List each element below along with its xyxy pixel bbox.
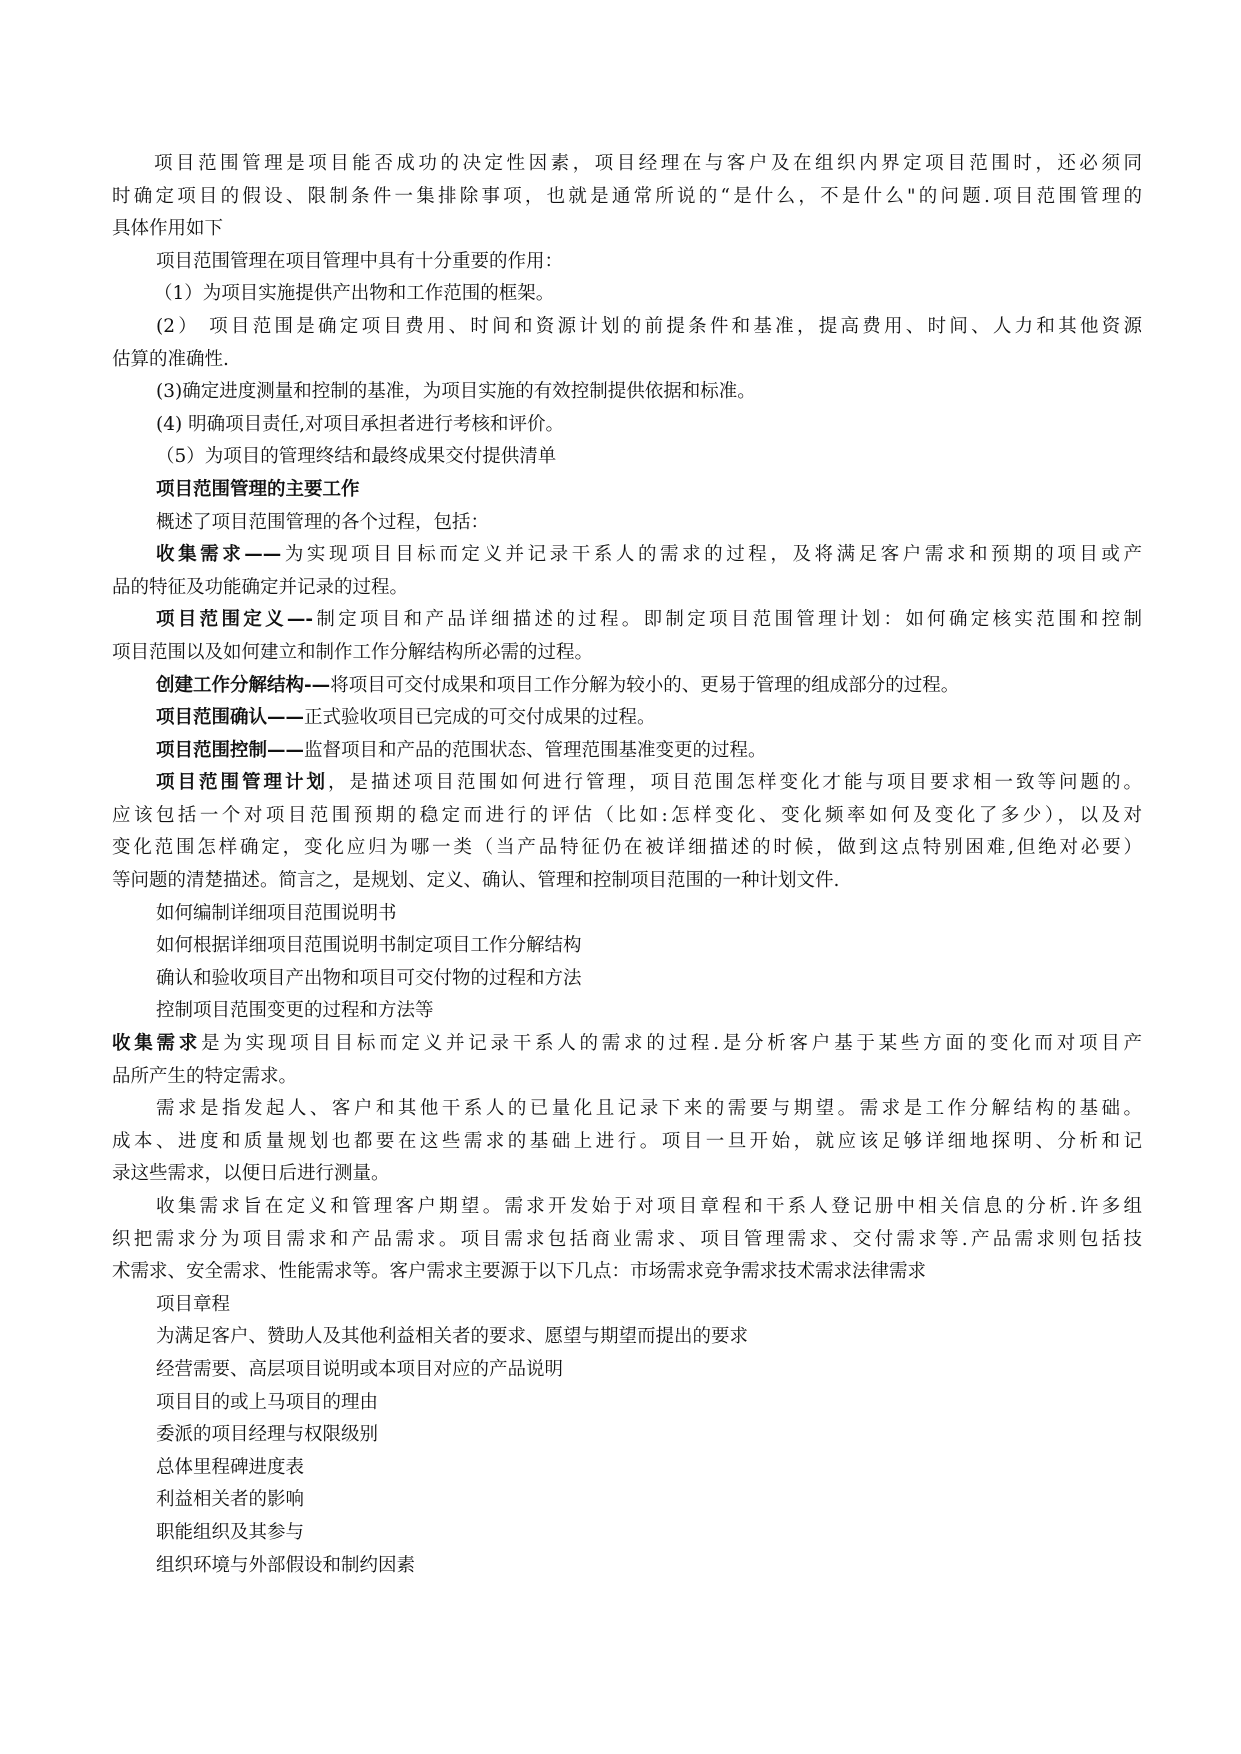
process-text: 为实现项目目标而定义并记录干系人的需求的过程，及将满足客户需求和预期的项目或产 (281, 544, 1142, 566)
charter-list-item: 组织环境与外部假设和制约因素 (156, 1554, 416, 1576)
role-item-2: (2） 项目范围是确定项目费用、时间和资源计划的前提条件和基准，提高费用、时间、人力和其他资源 (156, 315, 1142, 337)
plan-paragraph-line (112, 767, 1142, 800)
charter-list-item: 为满足客户、赞助人及其他利益相关者的要求、愿望与期望而提出的要求 (156, 1326, 749, 1348)
role-item-3: (3)确定进度测量和控制的基准，为项目实施的有效控制提供依据和标准。 (156, 381, 756, 403)
overview-line: 概述了项目范围管理的各个过程，包括： (156, 511, 490, 533)
term-bold: 项目范围定义—- (156, 609, 314, 631)
term-bold: 创建工作分解结构-— (156, 674, 331, 696)
requirement-collection-line: 术需求、安全需求、性能需求等。客户需求主要源于以下几点：市场需求竞争需求技术需求法律需求 (112, 1261, 927, 1283)
plan-list-item: 确认和验收项目产出物和项目可交付物的过程和方法 (156, 967, 582, 989)
process-control (112, 735, 1142, 768)
process-collect-cont: 品的特征及功能确定并记录的过程。 (112, 576, 409, 598)
process-text: 监督项目和产品的范围状态、管理范围基准变更的过程。 (304, 739, 767, 761)
charter-list-item: 利益相关者的影响 (156, 1489, 305, 1511)
document-page (112, 148, 1142, 1582)
process-text: 将项目可交付成果和项目工作分解为较小的、更易于管理的组成部分的过程。 (330, 674, 960, 696)
plan-paragraph-line: 变化范围怎样确定，变化应归为哪一类（当产品特征仍在被详细描述的时候，做到这点特别困难,但绝对必要） (112, 837, 1142, 859)
process-text: 制定项目和产品详细描述的过程。即制定项目范围管理计划：如何确定核实范围和控制 (313, 609, 1142, 631)
role-item-1: （1）为项目实施提供产出物和工作范围的框架。 (154, 283, 555, 305)
charter-list-item: 委派的项目经理与权限级别 (156, 1424, 379, 1446)
collect-text: 是为实现项目目标而定义并记录干系人的需求的过程.是分析客户基于某些方面的变化而对项目产 (201, 1033, 1142, 1055)
charter-list-item: 项目目的或上马项目的理由 (156, 1391, 379, 1413)
plan-paragraph-line: 应该包括一个对项目范围预期的稳定而进行的评估（比如:怎样变化、变化频率如何及变化了多少），以及对 (112, 804, 1142, 826)
requirement-definition-line: 需求是指发起人、客户和其他干系人的已量化且记录下来的需要与期望。需求是工作分解结构的基础。 (156, 1098, 1142, 1120)
role-item-4: (4) 明确项目责任,对项目承担者进行考核和评价。 (156, 413, 564, 435)
plan-paragraph-line: 等问题的清楚描述。简言之，是规划、定义、确认、管理和控制项目范围的一种计划文件. (112, 870, 840, 892)
charter-list-item: 总体里程碑进度表 (156, 1456, 305, 1478)
charter-list-item: 项目章程 (156, 1293, 231, 1315)
role-intro: 项目范围管理在项目管理中具有十分重要的作用： (156, 250, 564, 272)
term-bold: 收集需求 (112, 1033, 202, 1055)
process-define-cont: 项目范围以及如何建立和制作工作分解结构所必需的过程。 (112, 641, 594, 663)
plan-list-item: 控制项目范围变更的过程和方法等 (156, 1000, 434, 1022)
process-wbs (112, 670, 1142, 703)
process-text: 正式验收项目已完成的可交付成果的过程。 (304, 707, 656, 729)
requirement-collection-line: 织把需求分为项目需求和产品需求。项目需求包括商业需求、项目管理需求、交付需求等.产品需求则包括技 (112, 1228, 1142, 1250)
process-define (112, 604, 1142, 637)
plan-text: ，是描述项目范围如何进行管理，项目范围怎样变化才能与项目要求相一致等问题的。 (328, 772, 1142, 794)
intro-paragraph-line: 具体作用如下 (112, 218, 224, 240)
role-item-2-cont: 估算的准确性. (112, 348, 229, 370)
intro-paragraph-line: 时确定项目的假设、限制条件一集排除事项，也就是通常所说的“是什么，不是什么"的问题.项目范围管理的 (112, 185, 1142, 207)
section-heading: 项目范围管理的主要工作 (156, 478, 360, 500)
role-item-5: （5）为项目的管理终结和最终成果交付提供清单 (156, 446, 557, 468)
term-bold: 项目范围管理计划 (156, 772, 328, 794)
requirement-collection-line: 收集需求旨在定义和管理客户期望。需求开发始于对项目章程和干系人登记册中相关信息的分析.许多组 (156, 1196, 1142, 1217)
process-verify (112, 702, 1142, 735)
requirement-definition-line: 成本、进度和质量规划也都要在这些需求的基础上进行。项目一旦开始，就应该足够详细地探明、分析和记 (112, 1130, 1142, 1152)
plan-list-item: 如何根据详细项目范围说明书制定项目工作分解结构 (156, 935, 582, 957)
requirement-definition-line: 录这些需求，以便日后进行测量。 (112, 1163, 390, 1185)
plan-list-item: 如何编制详细项目范围说明书 (156, 902, 397, 924)
term-bold: 收集需求—— (156, 544, 282, 566)
collect-section-line (112, 1028, 1142, 1061)
collect-section-line: 品所产生的特定需求。 (112, 1065, 298, 1087)
process-collect (112, 539, 1142, 572)
intro-paragraph-line: 项目范围管理是项目能否成功的决定性因素，项目经理在与客户及在组织内界定项目范围时，还必须同 (154, 153, 1142, 174)
charter-list-item: 经营需要、高层项目说明或本项目对应的产品说明 (156, 1358, 564, 1380)
term-bold: 项目范围控制—— (156, 739, 305, 761)
charter-list-item: 职能组织及其参与 (156, 1521, 305, 1543)
term-bold: 项目范围确认—— (156, 707, 305, 729)
